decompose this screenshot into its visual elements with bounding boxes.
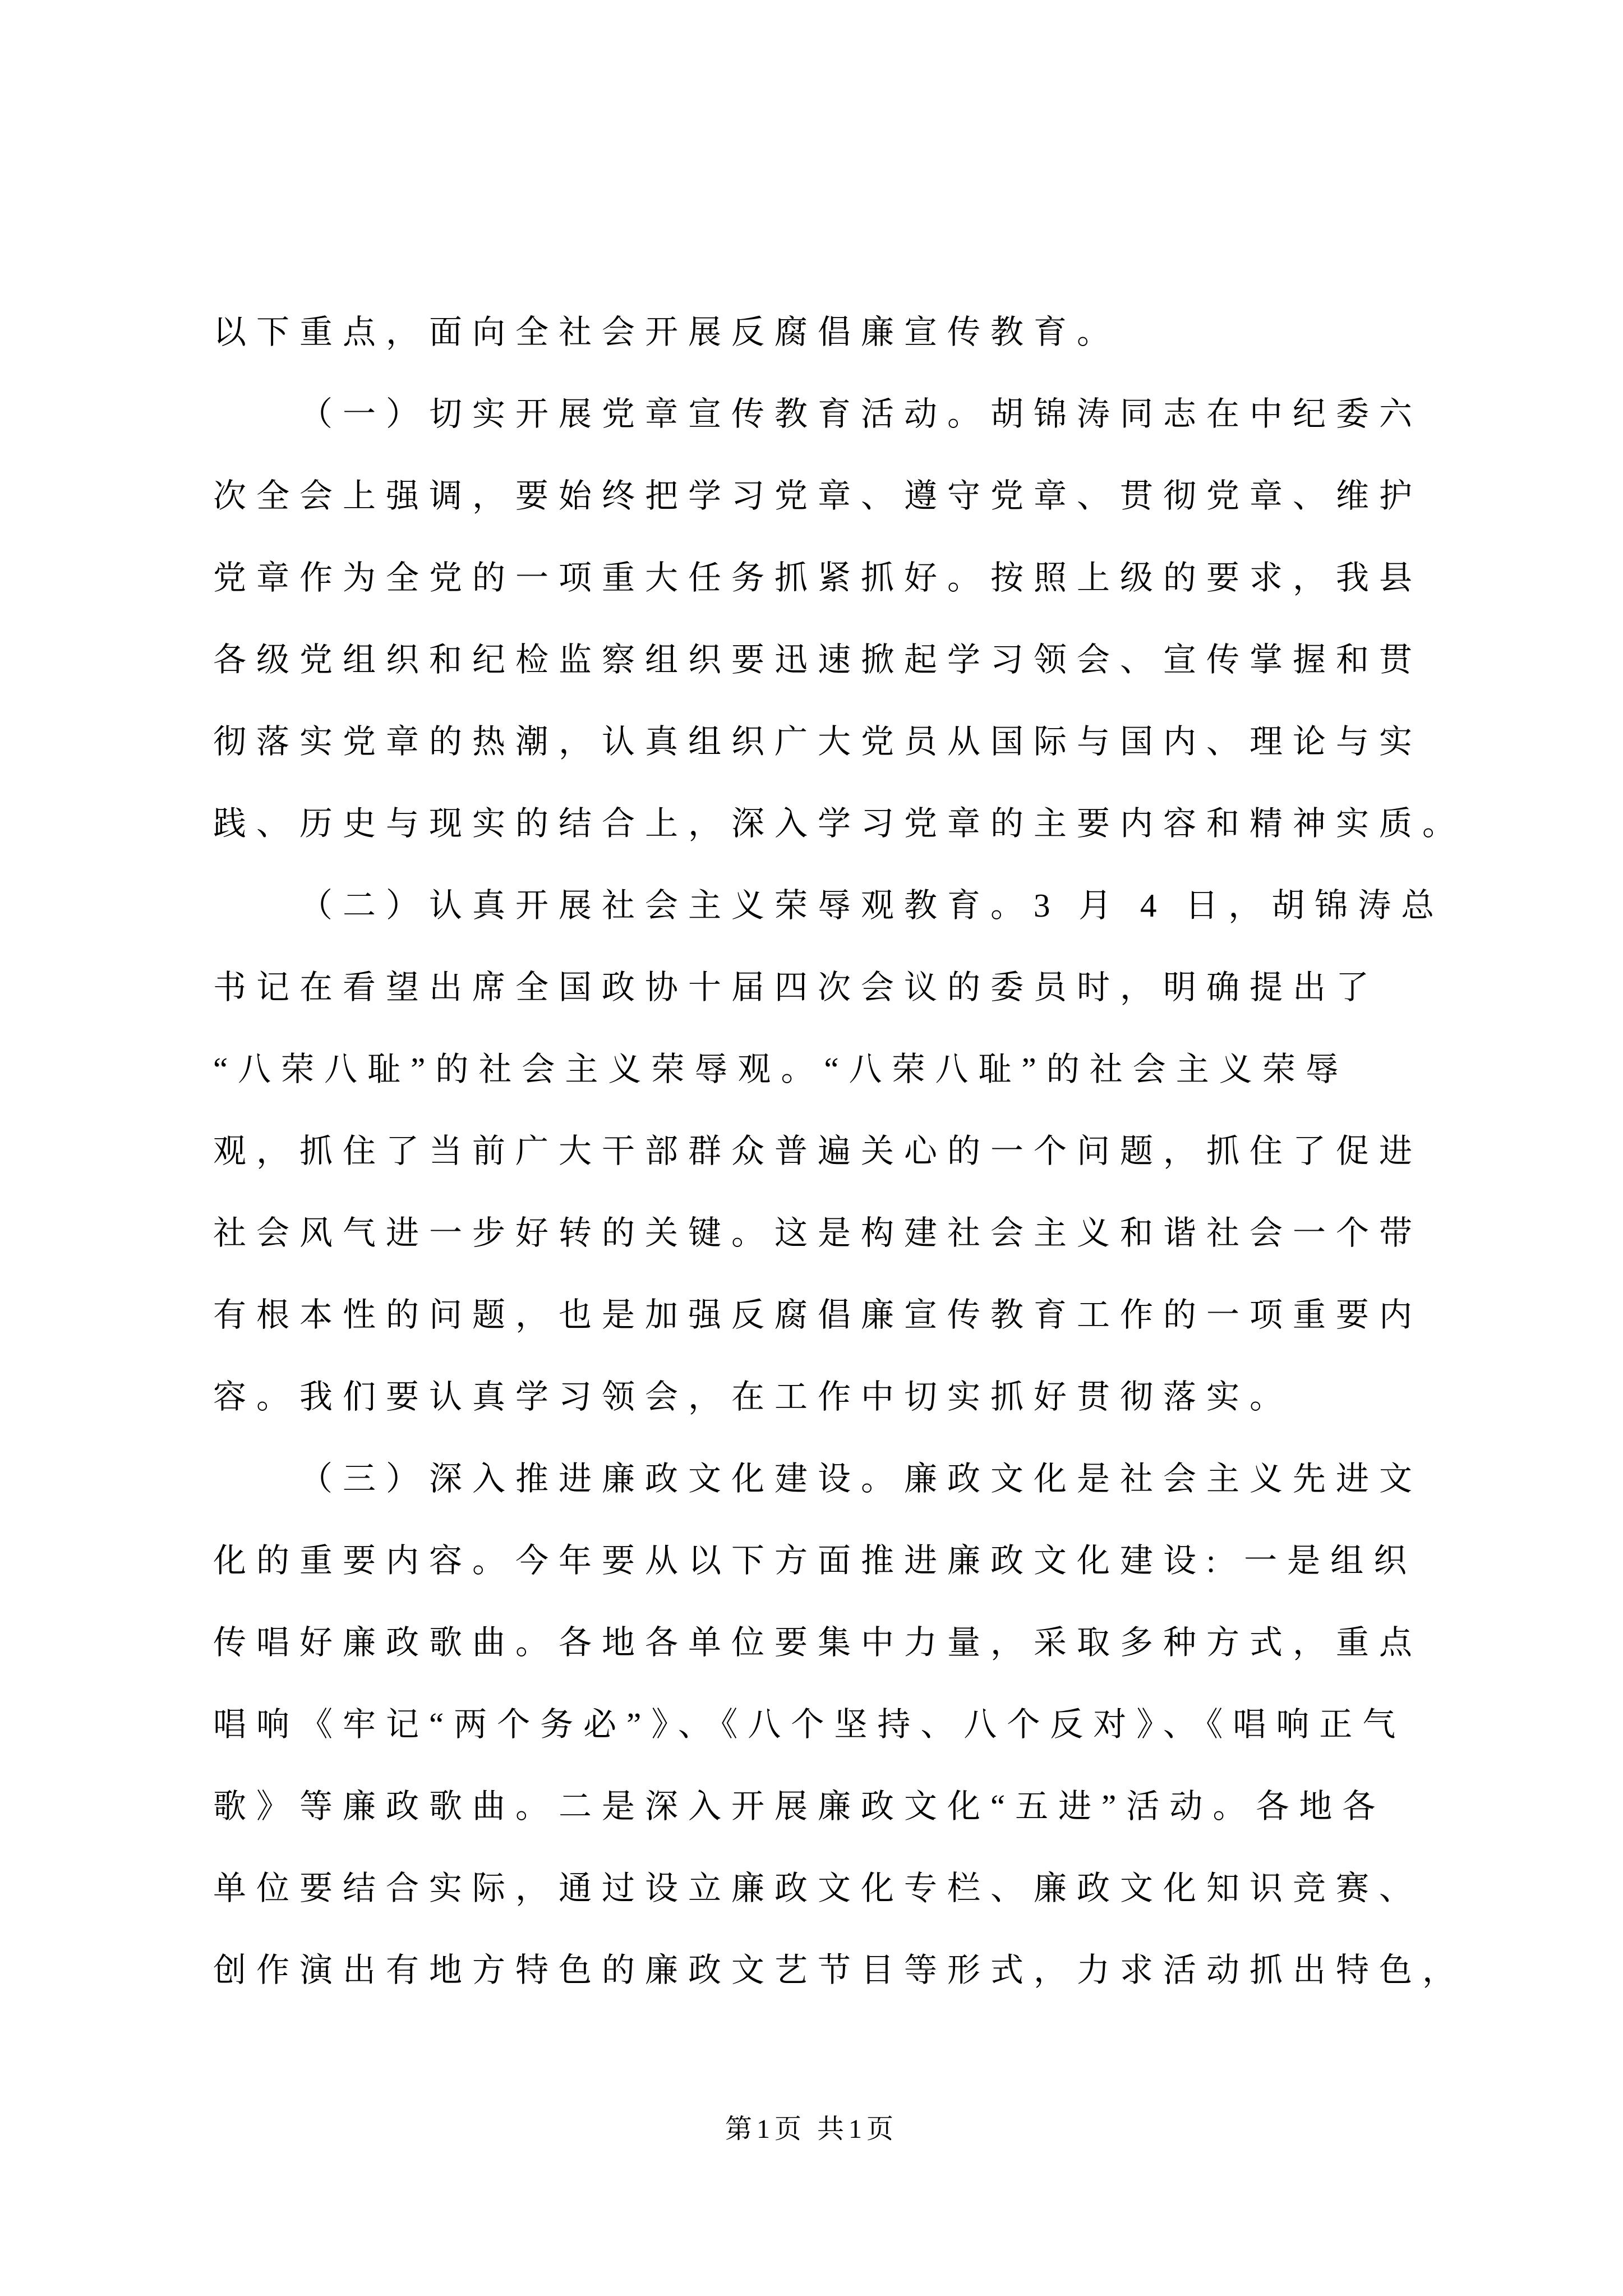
document-line: （一）切实开展党章宣传教育活动。胡锦涛同志在中纪委六: [299, 395, 1423, 432]
document-line: 各级党组织和纪检监察组织要迅速掀起学习领会、宣传掌握和贯: [213, 641, 1423, 678]
document-line: 创作演出有地方特色的廉政文艺节目等形式，力求活动抓出特色，: [213, 1952, 1466, 1989]
document-line: 观，抓住了当前广大干部群众普遍关心的一个问题，抓住了促进: [213, 1133, 1423, 1170]
document-line: 书记在看望出席全国政协十届四次会议的委员时，明确提出了: [213, 969, 1380, 1006]
document-line: 歌》等廉政歌曲。二是深入开展廉政文化“五进”活动。各地各: [213, 1788, 1386, 1825]
document-line: 社会风气进一步好转的关键。这是构建社会主义和谐社会一个带: [213, 1214, 1423, 1251]
document-line: 党章作为全党的一项重大任务抓紧抓好。按照上级的要求，我县: [213, 559, 1423, 596]
document-line: 彻落实党章的热潮，认真组织广大党员从国际与国内、理论与实: [213, 723, 1423, 760]
document-line: 传唱好廉政歌曲。各地各单位要集中力量，采取多种方式，重点: [213, 1624, 1423, 1661]
document-line: 单位要结合实际，通过设立廉政文化专栏、廉政文化知识竞赛、: [213, 1870, 1423, 1907]
document-line: 化的重要内容。今年要从以下方面推进廉政文化建设: 一是组织: [213, 1542, 1417, 1579]
document-body: [213, 291, 1466, 2011]
document-line: 以下重点，面向全社会开展反腐倡廉宣传教育。: [213, 314, 1121, 351]
page-footer: 第1页 共1页: [725, 2114, 898, 2144]
document-line: “八荣八耻”的社会主义荣辱观。“八荣八耻”的社会主义荣辱: [213, 1051, 1349, 1088]
document-line: （二）认真开展社会主义荣辱观教育。3 月 4 日，胡锦涛总: [299, 887, 1445, 924]
document-line: 容。我们要认真学习领会，在工作中切实抓好贯彻落实。: [213, 1378, 1293, 1415]
document-line: 次全会上强调，要始终把学习党章、遵守党章、贯彻党章、维护: [213, 477, 1423, 514]
document-line: 有根本性的问题，也是加强反腐倡廉宣传教育工作的一项重要内: [213, 1296, 1423, 1333]
document-line: （三）深入推进廉政文化建设。廉政文化是社会主义先进文: [299, 1460, 1423, 1497]
document-line: 唱响《牢记“两个务必”》、《八个坚持、八个反对》、《唱响正气: [213, 1706, 1406, 1743]
document-line: 践、历史与现实的结合上，深入学习党章的主要内容和精神实质。: [213, 805, 1466, 842]
